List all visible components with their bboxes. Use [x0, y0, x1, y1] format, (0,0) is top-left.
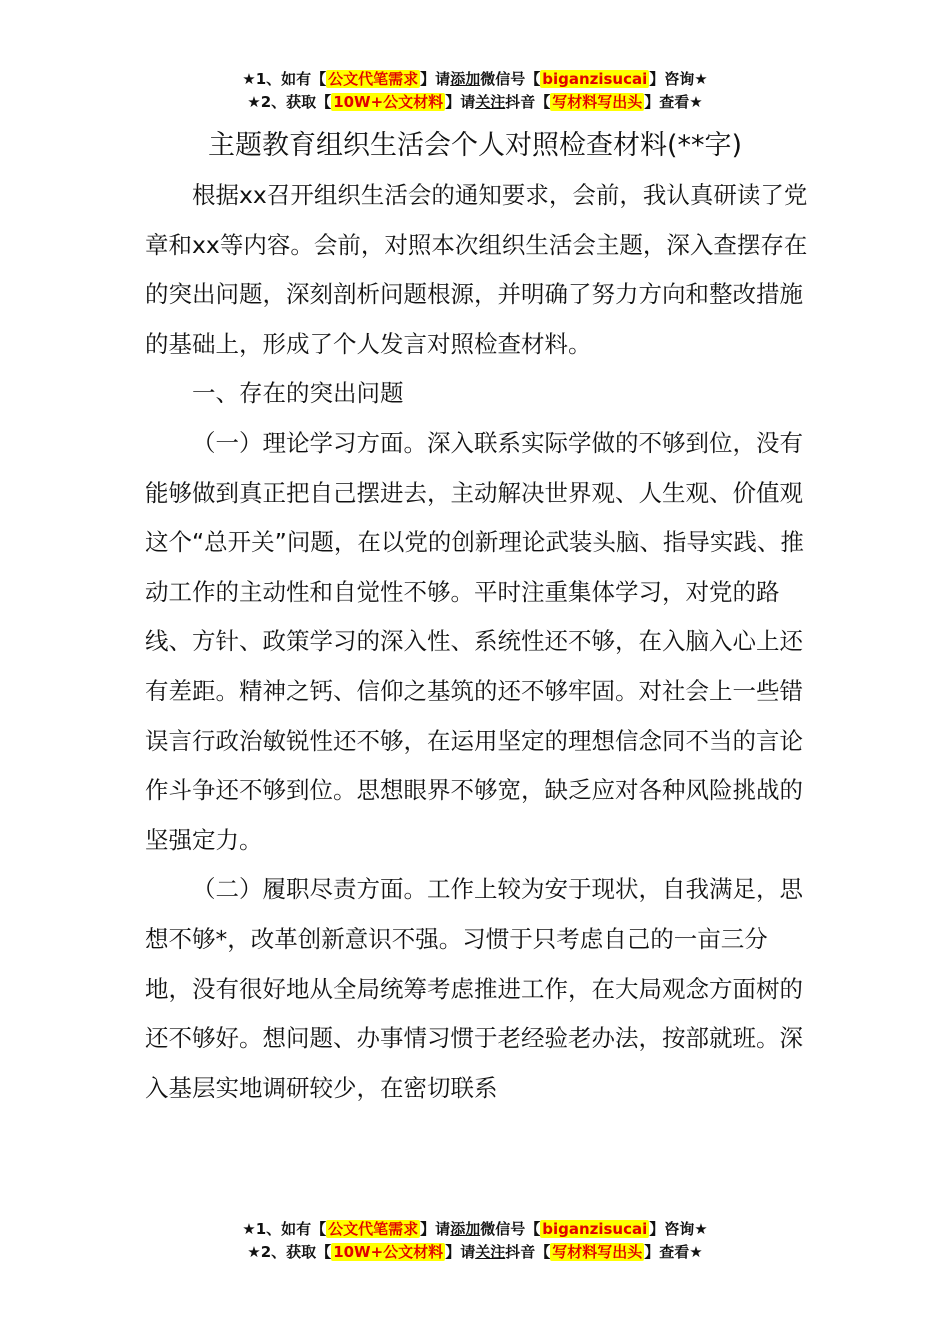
banner-highlight: 写材料写出头 — [552, 93, 643, 111]
header-banner — [0, 68, 950, 114]
banner-highlight: 10W+公文材料 — [333, 1243, 444, 1261]
banner-highlight: biganzisucai — [542, 1220, 648, 1238]
document-body — [145, 171, 810, 1113]
banner-highlight: 公文代笔需求 — [328, 70, 419, 88]
paragraph-duty-performance: （二）履职尽责方面。工作上较为安于现状，自我满足，思想不够*，改革创新意识不强。习惯于只考虑自己的一亩三分地，没有很好地从全局统筹考虑推进工作，在大局观念方面树的还不够好。想问题、办事情习惯于老经验老办法，按部就班。深入基层实地调研较少，在密切联系 — [145, 875, 803, 1102]
paragraph-theory-study: （一）理论学习方面。深入联系实际学做的不够到位，没有能够做到真正把自己摆进去，主动解决世界观、人生观、价值观这个“总开关”问题，在以党的创新理论武装头脑、指导实践、推动工作的主动性和自觉性不够。平时注重集体学习，对党的路线、方针、政策学习的深入性、系统性还不够，在入脑入心上还有差距。精神之钙、信仰之基筑的还不够牢固。对社会上一些错误言行政治敏锐性还不够，在运用坚定的理想信念同不当的言论作斗争还不够到位。思想眼界不够宽，缺乏应对各种风险挑战的坚强定力。 — [145, 428, 804, 854]
banner-line-1: ★1、如有【 公文代笔需求 】请添加微信号【 biganzisucai 】咨询★ — [242, 70, 708, 88]
document-title: 主题教育组织生活会个人对照检查材料(**字) — [207, 130, 743, 161]
intro-paragraph: 根据xx召开组织生活会的通知要求，会前，我认真研读了党章和xx等内容。会前，对照本次组织生活会主题，深入查摆存在的突出问题，深刻剖析问题根源，并明确了努力方向和整改措施的基础上，形成了个人发言对照检查材料。 — [145, 181, 808, 358]
banner-line-1: ★1、如有【 公文代笔需求 】请添加微信号【 biganzisucai 】咨询★ — [242, 1220, 708, 1238]
section-heading: 一、存在的突出问题 — [192, 379, 404, 408]
banner-highlight: 10W+公文材料 — [333, 93, 444, 111]
banner-line-2: ★2、获取【 10W+公文材料 】请关注抖音【 写材料写出头 】查看★ — [247, 93, 703, 111]
banner-highlight: biganzisucai — [542, 70, 648, 88]
banner-line-2: ★2、获取【 10W+公文材料 】请关注抖音【 写材料写出头 】查看★ — [247, 1243, 703, 1261]
banner-highlight: 公文代笔需求 — [328, 1220, 419, 1238]
footer-banner — [0, 1218, 950, 1264]
banner-highlight: 写材料写出头 — [552, 1243, 643, 1261]
